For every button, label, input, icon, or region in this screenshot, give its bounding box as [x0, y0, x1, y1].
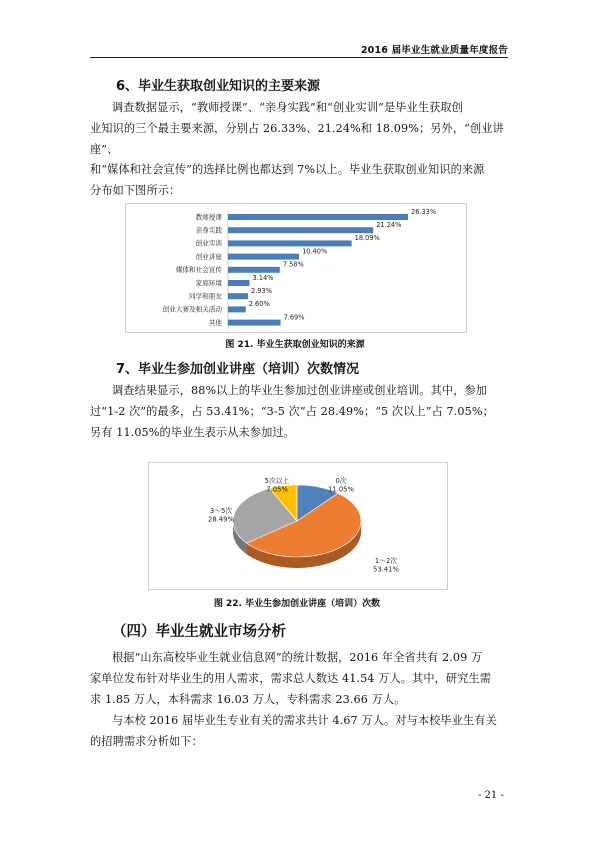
bar-category-label: 教师授课 — [195, 213, 222, 222]
section-6-heading: 6、毕业生获取创业知识的主要来源 — [116, 79, 321, 94]
bar-value-label: 7.69% — [283, 313, 305, 322]
paragraph-line: 业知识的三个最主要来源，分别占 26.33%、21.24%和 18.09%；另外，“创业讲座”、 — [90, 121, 504, 156]
paragraph-line: 另有 11.05%的毕业生表示从未参加过。 — [90, 425, 295, 439]
bar-category-label: 媒体和社会宣传 — [175, 266, 222, 275]
figure-22-caption: 图 22. 毕业生参加创业讲座（培训）次数 — [213, 599, 381, 609]
pie-value-label: 11.05% — [328, 485, 354, 494]
bar-chart — [126, 204, 466, 332]
bar-value-label: 18.09% — [354, 234, 380, 243]
bar-category-label: 创业大赛及相关活动 — [162, 305, 222, 314]
bar — [228, 267, 280, 273]
bar-value-label: 7.58% — [282, 260, 304, 269]
bar-category-label: 创业讲座 — [195, 252, 222, 261]
pie-value-label: 7.05% — [266, 485, 288, 494]
paragraph-line: 和“媒体和社会宣传”的选择比例也都达到 7%以上。毕业生获取创业知识的来源 — [90, 163, 485, 177]
bar — [228, 320, 281, 326]
pie-chart — [149, 463, 447, 589]
section-6-paragraph — [90, 98, 515, 202]
figure-21-caption: 图 21. 毕业生获取创业知识的来源 — [225, 340, 365, 350]
pie-value-label: 28.49% — [208, 515, 234, 524]
paragraph-line: 家单位发布针对毕业生的用人需求，需求总人数达 41.54 万人。其中，研究生需 — [90, 671, 492, 685]
bar — [228, 254, 299, 260]
paragraph-line: 过“1-2 次”的最多，占 53.41%；“3-5 次”占 28.49%；“5 次以上”占 7.05%； — [90, 404, 494, 418]
paragraph-line: 调查数据显示，“教师授课”、“亲身实践”和“创业实训”是毕业生获取创 — [112, 101, 463, 114]
paragraph-line: 求 1.85 万人，本科需求 16.03 万人，专科需求 23.66 万人。 — [90, 692, 406, 706]
section-4-paragraph-2 — [90, 711, 515, 753]
pie-category-label: 3～5次 — [209, 507, 233, 515]
paragraph-line: 的招聘需求分析如下： — [90, 734, 203, 748]
bar-value-label: 2.60% — [248, 300, 270, 309]
bar — [228, 280, 249, 286]
bar-value-label: 2.93% — [251, 287, 272, 295]
running-header: 2016 届毕业生就业质量年度报告 — [360, 45, 508, 56]
bar-value-label: 3.14% — [252, 273, 274, 282]
paragraph-line: 根据“山东高校毕业生就业信息网”的统计数据，2016 年全省共有 2.09 万 — [112, 651, 483, 664]
header-rule — [90, 57, 508, 58]
section-7-paragraph — [90, 381, 515, 443]
section-4-heading: （四）毕业生就业市场分析 — [112, 624, 286, 640]
bar — [228, 240, 352, 246]
bar-category-label: 同学和朋友 — [189, 292, 222, 301]
bar-value-label: 21.24% — [376, 221, 402, 229]
bar — [228, 306, 246, 312]
bar-value-label: 26.33% — [411, 207, 437, 216]
bar-value-label: 10.40% — [302, 247, 328, 256]
bar — [228, 214, 408, 220]
pie-value-label: 53.41% — [373, 565, 399, 574]
bar — [228, 227, 373, 233]
section-4-paragraph-1 — [90, 648, 515, 710]
pie-chart-frame — [148, 462, 448, 590]
bar-category-label: 其他 — [208, 318, 222, 327]
paragraph-line: 与本校 2016 届毕业生专业有关的需求共计 4.67 万人。对与本校毕业生有关 — [112, 714, 497, 727]
bar-category-label: 创业实训 — [195, 239, 222, 248]
bar — [228, 293, 248, 299]
pie-category-label: 1～2次 — [374, 557, 398, 565]
pie-category-label: 5次以上 — [264, 477, 290, 485]
page-number: - 21 - — [478, 790, 504, 801]
pie-category-label: 0次 — [335, 477, 347, 485]
bar-category-label: 亲身实践 — [195, 226, 222, 235]
paragraph-line: 调查结果显示，88%以上的毕业生参加过创业讲座或创业培训。其中，参加 — [112, 384, 488, 397]
bar-chart-frame — [125, 203, 467, 333]
section-7-heading: 7、毕业生参加创业讲座（培训）次数情况 — [116, 362, 360, 377]
bar-category-label: 家庭环境 — [195, 279, 222, 288]
paragraph-line: 分布如下图所示： — [90, 184, 181, 198]
